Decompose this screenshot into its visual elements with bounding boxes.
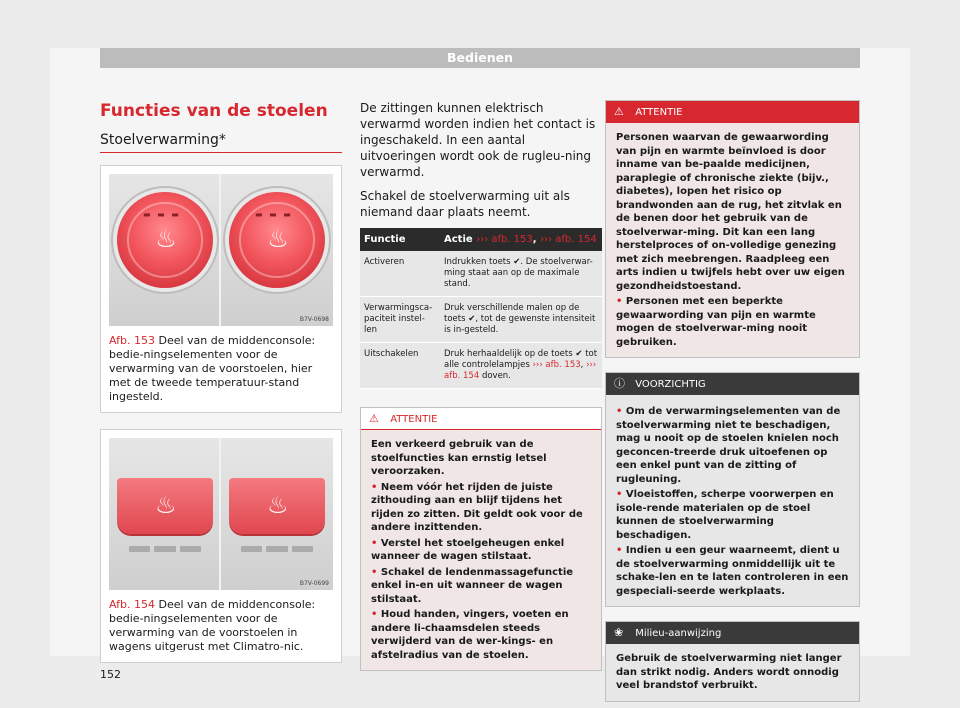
attention-header: ⚠ ATTENTIE — [606, 101, 859, 123]
seat-heating-icon: ♨ — [155, 491, 177, 519]
right-column — [605, 100, 860, 702]
table-row: Verwarmingsca-paciteit instel-len Druk verschillende malen op de toets ✔, tot de gewenste intensiteit is in-gesteld. — [360, 297, 602, 343]
figure-number: Afb. 154 — [109, 598, 155, 611]
table-row: Uitschakelen Druk herhaaldelijk op de toets ✔ tot alle controlelampjes ››› afb. 153, ››› afb. 154 doven. — [360, 343, 602, 389]
seat-heating-icon: ♨ — [155, 225, 177, 253]
table-header-function: Functie — [360, 228, 440, 251]
caution-box: ⓘ VOORZICHTIG • Om de verwarmingselementen van de stoelverwarming niet te beschadigen, mag u nooit op de stoelen knielen noch geconcen-treerde druk uitoefenen op een enkel punt van de zitting of rugleuning. • Vloeistoffen, scherpe voorwerpen en isole-rende materialen op de stoel kunnen de stoelverwarming beschadigen. • Indien u een geur waarneemt, dient u de stoelverwarming onmiddellijk uit te schake-len en te laten controleren in een gespeciali-seerde werkplaats. — [605, 372, 860, 607]
figure-153-image — [109, 174, 333, 326]
figure-153-caption — [109, 334, 333, 404]
section-subtitle: Stoelverwarming* — [100, 132, 342, 153]
attention-box-health: ⚠ ATTENTIE Personen waarvan de gewaarwording van pijn en warmte beïnvloed is door inname van be-paalde medicijnen, paraplegie of chronische ziekte (bijv., diabetes), lopen het risico op brandwonden aan de rug, het zitvlak en de benen door het gebruik van de stoelverwar-ming. Dit kan een lang herstelproces of on-volledige genezing met zich meebrengen. Raadpleeg een arts indien u twijfels hebt over uw eigen gezondheidstoestand. • Personen met een beperkte gewaarwording van pijn en warmte mogen de stoelverwar-ming nooit gebruiken. — [605, 100, 860, 358]
figure-153 — [100, 165, 342, 413]
figure-ref-link[interactable]: ››› afb. 154 — [540, 234, 597, 245]
table-header-action: Actie ››› afb. 153, ››› afb. 154 — [440, 228, 602, 251]
environment-header: ❀ Milieu-aanwijzing — [606, 622, 859, 644]
figure-154-caption — [109, 598, 333, 654]
left-column — [100, 100, 342, 663]
page-title: Functies van de stoelen — [100, 101, 328, 121]
page-number: 152 — [100, 668, 121, 681]
warning-triangle-icon: ⚠ — [369, 412, 379, 425]
figure-caption-text: Deel van de middenconsole: bedie-ningselementen voor de verwarming van de voorstoelen, hier met de tweede temperatuur-stand ingesteld. — [109, 334, 316, 403]
environment-box: ❀ Milieu-aanwijzing Gebruik de stoelverwarming niet langer dan strikt nodig. Anders wordt onnodig veel brandstof verbruikt. — [605, 621, 860, 702]
attention-header: ⚠ ATTENTIE — [361, 408, 601, 430]
table-row: Activeren Indrukken toets ✔. De stoelverwar-ming staat aan op de maximale stand. — [360, 251, 602, 297]
section-header: Bedienen — [100, 48, 860, 68]
figure-caption-text: Deel van de middenconsole: bedie-ningselementen voor de verwarming van de voorstoelen in wagens uitgerust met Climatro-nic. — [109, 598, 316, 653]
figure-154 — [100, 429, 342, 663]
flower-icon: ❀ — [614, 626, 624, 639]
seat-heating-knob-right: ▬ ▬ ▬ ♨ — [229, 192, 325, 288]
function-table — [360, 228, 602, 389]
figure-ref-link[interactable]: ››› afb. 154 — [444, 360, 597, 381]
figure-number: Afb. 153 — [109, 334, 155, 347]
figure-ref-link[interactable]: ››› afb. 153 — [476, 234, 533, 245]
figure-ref-link[interactable]: ››› afb. 153 — [532, 360, 581, 370]
seat-heating-icon: ♨ — [267, 225, 289, 253]
figure-code: B7V-0698 — [299, 316, 329, 323]
page — [50, 48, 910, 691]
figure-154-image — [109, 438, 333, 590]
seat-heating-button-left — [117, 478, 213, 534]
intro-paragraph: Schakel de stoelverwarming uit als niemand daar plaats neemt. — [360, 189, 570, 219]
led-indicators-right — [241, 546, 313, 552]
caution-header: ⓘ VOORZICHTIG — [606, 373, 859, 395]
middle-column — [360, 100, 602, 671]
figure-code: B7V-0699 — [299, 580, 329, 587]
info-circle-icon: ⓘ — [614, 377, 625, 390]
attention-box-seat-functions: ⚠ ATTENTIE Een verkeerd gebruik van de stoelfuncties kan ernstig letsel veroorzaken. • Neem vóór het rijden de juiste zithouding aan en blijf tijdens het rijden zo zitten. Dit geldt ook voor de andere inzittenden. • Verstel het stoelgeheugen enkel wanneer de wagen stilstaat. • Schakel de lendenmassagefunctie enkel in-en uit wanneer de wagen stilstaat. • Houd handen, vingers, voeten en andere li-chaamsdelen steeds verwijderd van de wer-kings- en afstelradius van de stoelen. — [360, 407, 602, 671]
warning-triangle-icon: ⚠ — [614, 105, 624, 118]
led-indicators-left — [129, 546, 201, 552]
seat-heating-button-right — [229, 478, 325, 534]
seat-heating-icon: ♨ — [267, 491, 289, 519]
intro-paragraph: De zittingen kunnen elektrisch verwarmd worden indien het contact is ingeschakeld. In een aantal uitvoeringen wordt ook de rugleu-ning verwarmd. — [360, 101, 596, 179]
seat-heating-knob-left: ▬ ▬ ▬ ♨ — [117, 192, 213, 288]
